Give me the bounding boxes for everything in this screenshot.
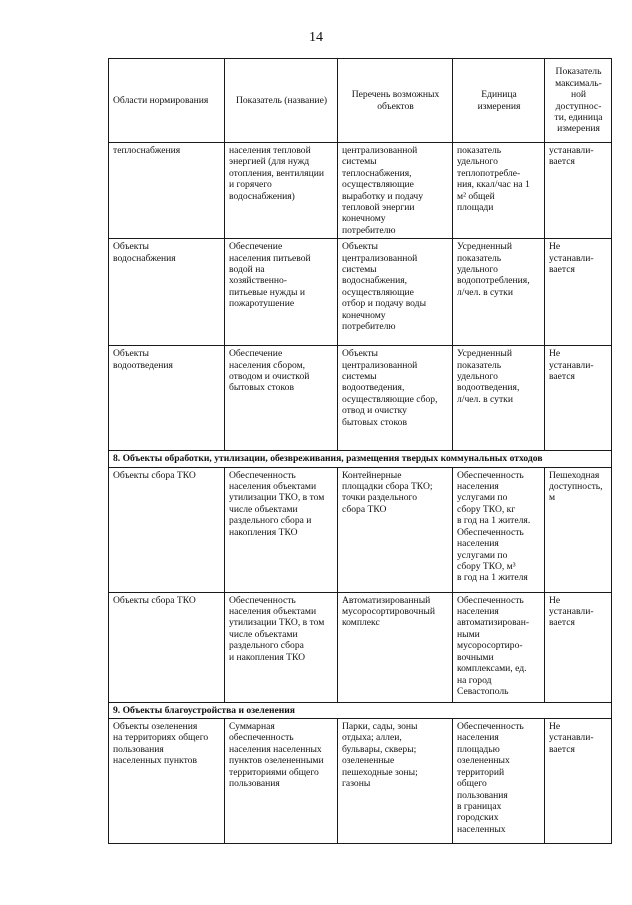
cell-line: на территориях общего: [113, 732, 209, 744]
table-row: [109, 467, 612, 592]
table-row: [109, 346, 612, 451]
cell-line: водоснабжения,: [342, 275, 408, 287]
table-row: [109, 592, 612, 702]
cell-line: доступность,: [549, 481, 603, 493]
header-line: Перечень возможных: [351, 89, 440, 101]
cell-line: на город: [457, 674, 492, 686]
cell-line: Пешеходная: [549, 469, 600, 481]
unit-cell: [453, 346, 545, 451]
cell-line: устанавли-: [549, 145, 594, 156]
cell-line: населения: [457, 606, 499, 618]
header-line: измерения: [557, 123, 600, 135]
cell-line: отвод и очистку: [342, 405, 407, 417]
cell-line: пользования: [113, 743, 164, 755]
cell-line: централизованной: [342, 252, 418, 264]
cell-line: теплопотребле-: [457, 167, 521, 179]
cell-line: пожаротушение: [229, 298, 295, 310]
cell-line: территорий: [457, 766, 505, 778]
cell-line: вается: [549, 264, 575, 276]
cell-line: водоотведения,: [457, 382, 520, 394]
accessibility-cell: [545, 592, 612, 702]
cell-line: пользования: [229, 778, 280, 790]
cell-line: водой на: [229, 264, 265, 276]
cell-line: показатель: [457, 359, 502, 371]
cell-line: автоматизирован-: [457, 617, 530, 629]
indicator-cell: [225, 143, 338, 239]
section-header-row: [109, 451, 612, 467]
cell-line: л/чел. в сутки: [457, 393, 513, 405]
cell-line: потребителю: [342, 224, 396, 236]
cell-line: конечному: [342, 213, 386, 225]
cell-line: устанавли-: [549, 252, 594, 264]
section-title: 9. Объекты благоустройства и озеленения: [109, 702, 612, 718]
cell-line: вается: [549, 617, 575, 629]
cell-line: Объекты: [342, 241, 378, 253]
cell-line: м² общей: [457, 190, 495, 202]
cell-line: теплоснабжения,: [342, 167, 412, 179]
cell-line: удельного: [457, 371, 498, 383]
cell-line: бытовых стоков: [342, 416, 407, 428]
cell-line: числе объектами: [229, 503, 298, 515]
header-line: Показатель (название): [235, 94, 328, 106]
cell-line: Усредненный: [457, 241, 512, 253]
cell-line: м: [549, 492, 556, 504]
cell-line: удельного: [457, 156, 498, 168]
header-line: Показатель: [555, 66, 602, 78]
cell-line: Объекты озеленения: [113, 721, 198, 733]
cell-line: накопления ТКО: [229, 526, 298, 538]
cell-line: сбору ТКО, кг: [457, 503, 516, 515]
accessibility-cell: [545, 719, 612, 844]
cell-line: числе объектами: [229, 628, 298, 640]
cell-line: Объекты: [342, 348, 378, 360]
accessibility-cell: [545, 467, 612, 592]
cell-line: площадью: [457, 743, 500, 755]
cell-line: осуществляющие: [342, 179, 414, 191]
cell-line: Обеспеченность: [457, 721, 524, 733]
cell-line: бульвары, скверы;: [342, 743, 417, 755]
cell-line: в границах: [457, 800, 502, 812]
indicator-cell: [225, 719, 338, 844]
cell-line: населенных пунктов: [113, 755, 197, 767]
cell-line: Не: [549, 241, 561, 253]
table-row: [109, 719, 612, 844]
cell-line: вается: [549, 156, 575, 168]
cell-line: озелененных: [457, 755, 510, 767]
cell-line: пунктов озелененными: [229, 755, 324, 767]
cell-line: Обеспеченность: [457, 469, 524, 481]
cell-line: вочными: [457, 651, 494, 663]
cell-line: населения сбором,: [229, 359, 306, 371]
area-cell: [109, 346, 225, 451]
cell-line: Автоматизированный: [342, 594, 431, 606]
cell-line: общего: [457, 778, 487, 790]
cell-line: населения: [457, 732, 499, 744]
objects-cell: [338, 346, 453, 451]
norms-table: [108, 58, 612, 844]
cell-line: сбору ТКО, м³: [457, 560, 516, 572]
cell-line: Суммарная: [229, 721, 275, 733]
cell-line: пользования: [457, 789, 508, 801]
cell-line: вается: [549, 371, 575, 383]
cell-line: газоны: [342, 778, 371, 790]
cell-line: мусоросортиро-: [457, 640, 523, 652]
section-title: 8. Объекты обработки, утилизации, обезвреживания, размещения твердых коммунальных отходов: [109, 451, 612, 467]
cell-line: осуществляющие сбор,: [342, 393, 438, 405]
cell-line: городских: [457, 812, 499, 824]
indicator-cell: [225, 467, 338, 592]
cell-line: вается: [549, 743, 575, 755]
cell-line: населенных: [457, 823, 506, 835]
cell-line: водоснабжения): [229, 190, 295, 202]
cell-line: Не: [549, 594, 561, 606]
cell-line: Обеспеченность: [229, 469, 296, 481]
cell-line: Не: [549, 721, 561, 733]
indicator-cell: [225, 592, 338, 702]
cell-line: потребителю: [342, 321, 396, 333]
header-line: максималь-: [555, 77, 602, 89]
header-line: Единица: [481, 89, 517, 101]
cell-line: услугами по: [457, 492, 508, 504]
table-row: [109, 143, 612, 239]
cell-line: площадки сбора ТКО;: [342, 481, 433, 493]
cell-line: хозяйственно-: [229, 275, 288, 287]
cell-line: ными: [457, 628, 480, 640]
accessibility-cell: [545, 239, 612, 346]
cell-line: Объекты сбора ТКО: [113, 469, 196, 481]
objects-cell: [338, 719, 453, 844]
norms-table-body: [109, 59, 612, 844]
objects-cell: [338, 239, 453, 346]
cell-line: централизованной: [342, 359, 418, 371]
objects-cell: [338, 467, 453, 592]
cell-line: мусоросортировочный: [342, 606, 435, 618]
cell-line: бытовых стоков: [229, 382, 294, 394]
area-cell: [109, 143, 225, 239]
cell-line: централизованной: [342, 145, 418, 156]
cell-line: озелененные: [342, 755, 395, 767]
cell-line: комплекс: [342, 617, 380, 629]
cell-line: л/чел. в сутки: [457, 286, 513, 298]
cell-line: Усредненный: [457, 348, 512, 360]
section-header-row: [109, 702, 612, 718]
header-indicator-cell: [225, 59, 338, 143]
cell-line: Обеспечение: [229, 241, 283, 253]
area-cell: [109, 719, 225, 844]
cell-line: раздельного сбора и: [229, 515, 312, 527]
header-line: измерения: [477, 100, 521, 112]
cell-line: водопотребления,: [457, 275, 530, 287]
cell-line: показатель: [457, 145, 502, 156]
cell-line: раздельного сбора: [229, 640, 304, 652]
cell-line: устанавли-: [549, 732, 594, 744]
area-cell: [109, 239, 225, 346]
cell-line: населения: [457, 538, 499, 550]
cell-line: Объекты: [113, 348, 149, 360]
header-objects-cell: [338, 59, 453, 143]
objects-cell: [338, 592, 453, 702]
cell-line: Объекты сбора ТКО: [113, 594, 196, 606]
header-line: доступнос-: [555, 100, 602, 112]
area-cell: [109, 592, 225, 702]
cell-line: точки раздельного: [342, 492, 418, 504]
header-accessibility-cell: [545, 59, 612, 143]
area-cell: [109, 467, 225, 592]
cell-line: Обеспеченность: [229, 594, 296, 606]
unit-cell: [453, 239, 545, 346]
cell-line: отопления, вентиляции: [229, 167, 324, 179]
cell-line: населения тепловой: [229, 145, 311, 156]
cell-line: удельного: [457, 264, 498, 276]
header-line: ной: [570, 89, 587, 101]
cell-line: показатель: [457, 252, 502, 264]
cell-line: отводом и очисткой: [229, 371, 310, 383]
cell-line: конечному: [342, 309, 386, 321]
cell-line: устанавли-: [549, 606, 594, 618]
cell-line: системы: [342, 264, 377, 276]
cell-line: населения питьевой: [229, 252, 311, 264]
cell-line: в год на 1 жителя.: [457, 515, 531, 527]
cell-line: Объекты: [113, 241, 149, 253]
cell-line: теплоснабжения: [113, 145, 181, 156]
cell-line: устанавли-: [549, 359, 594, 371]
cell-line: населения населенных: [229, 743, 322, 755]
cell-line: услугами по: [457, 549, 508, 561]
cell-line: системы: [342, 371, 377, 383]
cell-line: Не: [549, 348, 561, 360]
cell-line: отдыха; аллеи,: [342, 732, 402, 744]
cell-line: водоотведения: [113, 359, 173, 371]
indicator-cell: [225, 346, 338, 451]
header-line: ти, единица: [554, 111, 603, 123]
cell-line: тепловой энергии: [342, 202, 415, 214]
cell-line: пешеходные зоны;: [342, 766, 418, 778]
accessibility-cell: [545, 143, 612, 239]
cell-line: системы: [342, 156, 377, 168]
cell-line: в год на 1 жителя: [457, 572, 528, 584]
cell-line: отбор и подачу воды: [342, 298, 427, 310]
cell-line: площади: [457, 202, 494, 214]
cell-line: Обеспеченность: [457, 594, 524, 606]
cell-line: Обеспечение: [229, 348, 283, 360]
cell-line: комплексами, ед.: [457, 663, 527, 675]
cell-line: и накопления ТКО: [229, 651, 306, 663]
table-header-row: [109, 59, 612, 143]
cell-line: Севастополь: [457, 685, 509, 697]
cell-line: утилизации ТКО, в том: [229, 492, 325, 504]
page-number: 14: [309, 30, 323, 45]
unit-cell: [453, 467, 545, 592]
unit-cell: [453, 719, 545, 844]
cell-line: питьевые нужды и: [229, 286, 306, 298]
header-line: объектов: [377, 100, 414, 112]
cell-line: выработку и подачу: [342, 190, 424, 202]
cell-line: ния, ккал/час на 1: [457, 179, 530, 191]
cell-line: утилизации ТКО, в том: [229, 617, 325, 629]
cell-line: осуществляющие: [342, 286, 414, 298]
cell-line: населения объектами: [229, 481, 317, 493]
cell-line: Обеспеченность: [457, 526, 524, 538]
table-row: [109, 239, 612, 346]
cell-line: водоотведения,: [342, 382, 405, 394]
header-area-cell: [109, 59, 225, 143]
objects-cell: [338, 143, 453, 239]
cell-line: сбора ТКО: [342, 503, 387, 515]
header-unit-cell: [453, 59, 545, 143]
indicator-cell: [225, 239, 338, 346]
cell-line: населения объектами: [229, 606, 317, 618]
cell-line: и горячего: [229, 179, 272, 191]
cell-line: водоснабжения: [113, 252, 176, 264]
accessibility-cell: [545, 346, 612, 451]
cell-line: Парки, сады, зоны: [342, 721, 418, 733]
cell-line: территориями общего: [229, 766, 319, 778]
unit-cell: [453, 143, 545, 239]
cell-line: обеспеченность: [229, 732, 294, 744]
cell-line: населения: [457, 481, 499, 493]
header-line: Области нормирования: [113, 94, 209, 106]
cell-line: Контейнерные: [342, 469, 402, 481]
unit-cell: [453, 592, 545, 702]
cell-line: энергией (для нужд: [229, 156, 310, 168]
